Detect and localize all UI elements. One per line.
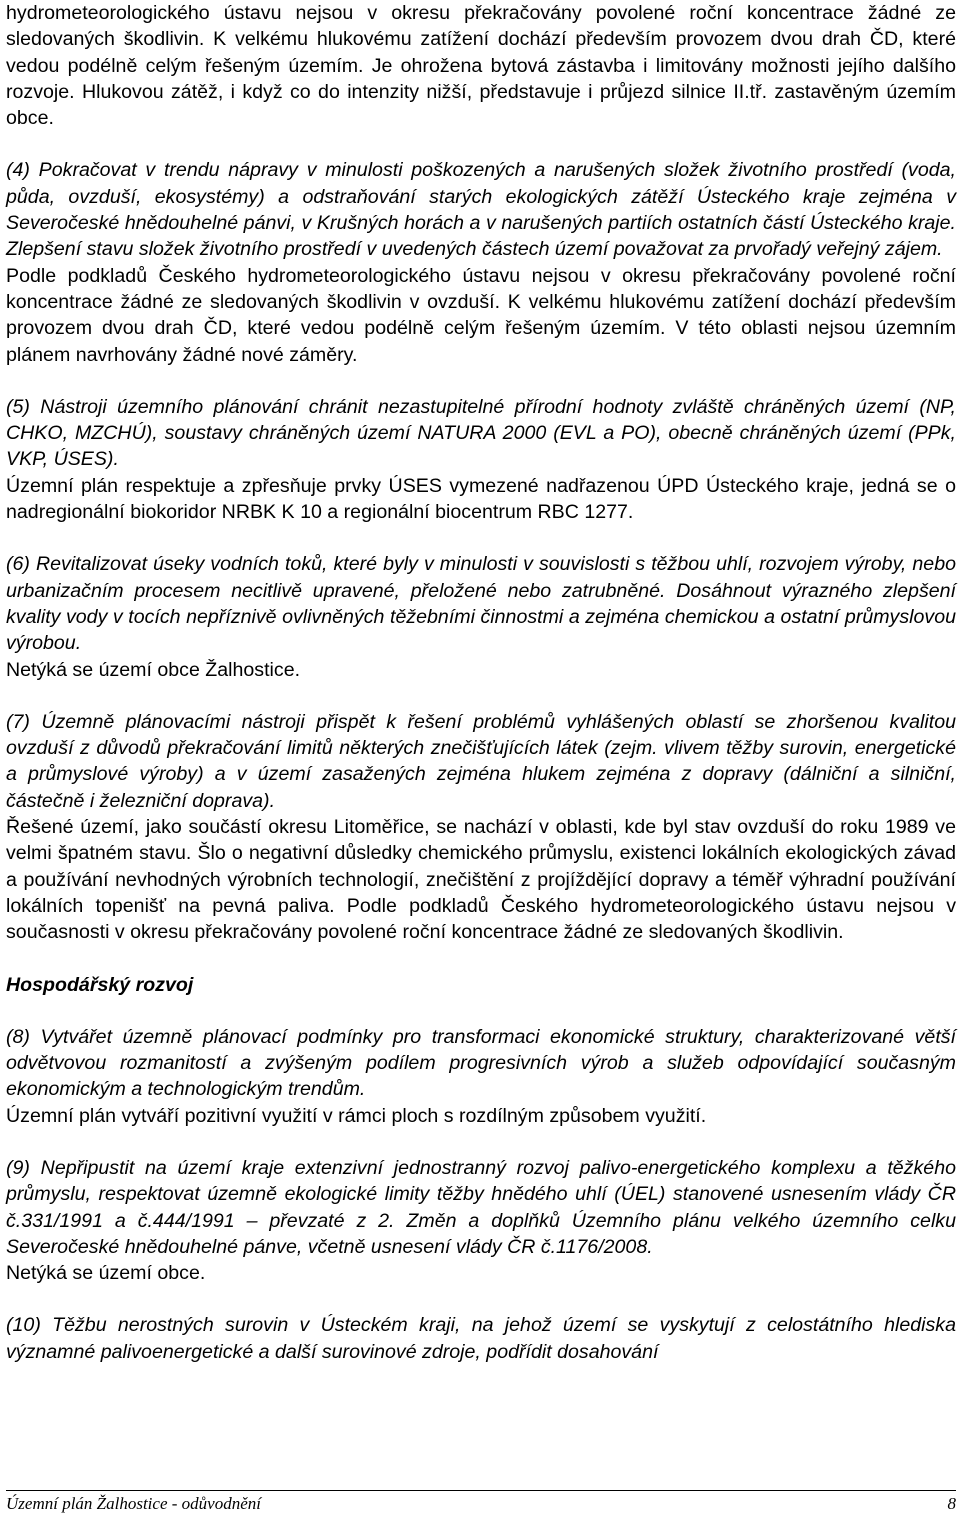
text-7: Řešené území, jako součástí okresu Litoměřice, se nachází v oblasti, kde byl stav ovzduší do roku 1989 ve velmi špatném stavu. Šlo o negativní důsledky chemického průmyslu, existenci lokálních ekologických závad a používání nevhodných výrobních technologií, znečištění z projíždějící dopravy a téměř výhradní používání lokálních topenišť na pevná paliva. Podle podkladů Českého hydrometeorologického ústavu nejsou v současnosti v okresu překračovány povolené roční koncentrace žádné ze sledovaných škodlivin. bbox=[6, 816, 956, 944]
document-page bbox=[6, 0, 956, 1365]
goal-6: (6) Revitalizovat úseky vodních toků, které byly v minulosti v souvislosti s těžbou uhlí, rozvojem výroby, nebo urbanizačním procesem necitlivě upravené, přeložené nebo zatrubněné. Dosáhnout výrazného zlepšení kvality vody v tocích nepříznivě ovlivněných těžebními činnostmi a zejména chemickou a ostatní průmyslovou výrobou. bbox=[6, 553, 956, 655]
text-8: Územní plán vytváří pozitivní využití v rámci ploch s rozdílným způsobem využití. bbox=[6, 1104, 707, 1127]
page-number: 8 bbox=[947, 1494, 956, 1513]
goal-7: (7) Územně plánovacími nástroji přispět k řešení problémů vyhlášených oblastí se zhoršenou kvalitou ovzduší z důvodů překračování limitů některých znečišťujících látek (zejm. vlivem těžby surovin, energetické a průmyslové výroby) a v území zasažených zejména hlukem zejména z dopravy (dálniční a silniční, částečně i železniční doprava). bbox=[6, 710, 956, 812]
goal-9: (9) Nepřipustit na území kraje extenzivní jednostranný rozvoj palivo-energetického komplexu a těžkého průmyslu, respektovat územně ekologické limity těžby hnědého uhlí (ÚEL) stanovené usnesením vlády ČR č.331/1991 a č.444/1991 – převzaté z 2. Změn a doplňků Územního plánu velkého územního celku Severočeské hnědouhelné pánve, včetně usnesení vlády ČR č.1176/2008. bbox=[6, 1156, 956, 1258]
goal-10: (10) Těžbu nerostných surovin v Ústeckém kraji, na jehož území se vyskytují z celostátního hlediska významné palivoenergetické a další surovinové zdroje, podřídit dosahování bbox=[6, 1314, 956, 1363]
text-9: Netýká se území obce. bbox=[6, 1262, 206, 1285]
goal-5: (5) Nástroji územního plánování chránit nezastupitelné přírodní hodnoty zvláště chráněných území (NP, CHKO, MZCHÚ), soustavy chráněných území NATURA 2000 (EVL a PO), obecně chráněných území (PPk, VKP, ÚSES). bbox=[6, 395, 956, 471]
text-4: Podle podkladů Českého hydrometeorologického ústavu nejsou v okresu překračovány povolené roční koncentrace žádné ze sledovaných škodlivin v ovzduší. K velkému hlukovému zatížení dochází především provozem dvou drah ČD, které vedou podélně celým řešeným územím. V této oblasti nejsou územním plánem navrhovány žádné nové záměry. bbox=[6, 264, 956, 366]
footer-title: Územní plán Žalhostice - odůvodnění bbox=[6, 1494, 261, 1513]
section-heading: Hospodářský rozvoj bbox=[6, 973, 194, 996]
page-footer bbox=[6, 1490, 956, 1515]
goal-8: (8) Vytvářet územně plánovací podmínky pro transformaci ekonomické struktury, charakterizované větší odvětvovou rozmanitostí a zvýšeným podílem progresivních výrob a služeb odpovídající současným ekonomickým a technologickým trendům. bbox=[6, 1025, 956, 1101]
intro-paragraph: hydrometeorologického ústavu nejsou v okresu překračovány povolené roční koncentrace žádné ze sledovaných škodlivin. K velkému hlukovému zatížení dochází především provozem dvou drah ČD, které vedou podélně celým řešeným územím. Je ohrožena bytová zástavba i limitovány možnosti jejího dalšího rozvoje. Hlukovou zátěž, i když co do intenzity nižší, představuje i průjezd silnice II.tř. zastavěným územím obce. bbox=[6, 2, 956, 130]
text-6: Netýká se území obce Žalhostice. bbox=[6, 658, 301, 681]
goal-4: (4) Pokračovat v trendu nápravy v minulosti poškozených a narušených složek životního prostředí (voda, půda, ovzduší, ekosystémy) a odstraňování starých ekologických zátěží Ústeckého kraje zejména v Severočeské hnědouhelné pánvi, v Krušných horách a v narušených partiích ostatních částí Ústeckého kraje. Zlepšení stavu složek životního prostředí v uvedených částech území považovat za prvořadý veřejný zájem. bbox=[6, 159, 956, 261]
text-5: Územní plán respektuje a zpřesňuje prvky ÚSES vymezené nadřazenou ÚPD Ústeckého kraje, jedná se o nadregionální biokoridor NRBK K 10 a regionální biocentrum RBC 1277. bbox=[6, 474, 956, 524]
